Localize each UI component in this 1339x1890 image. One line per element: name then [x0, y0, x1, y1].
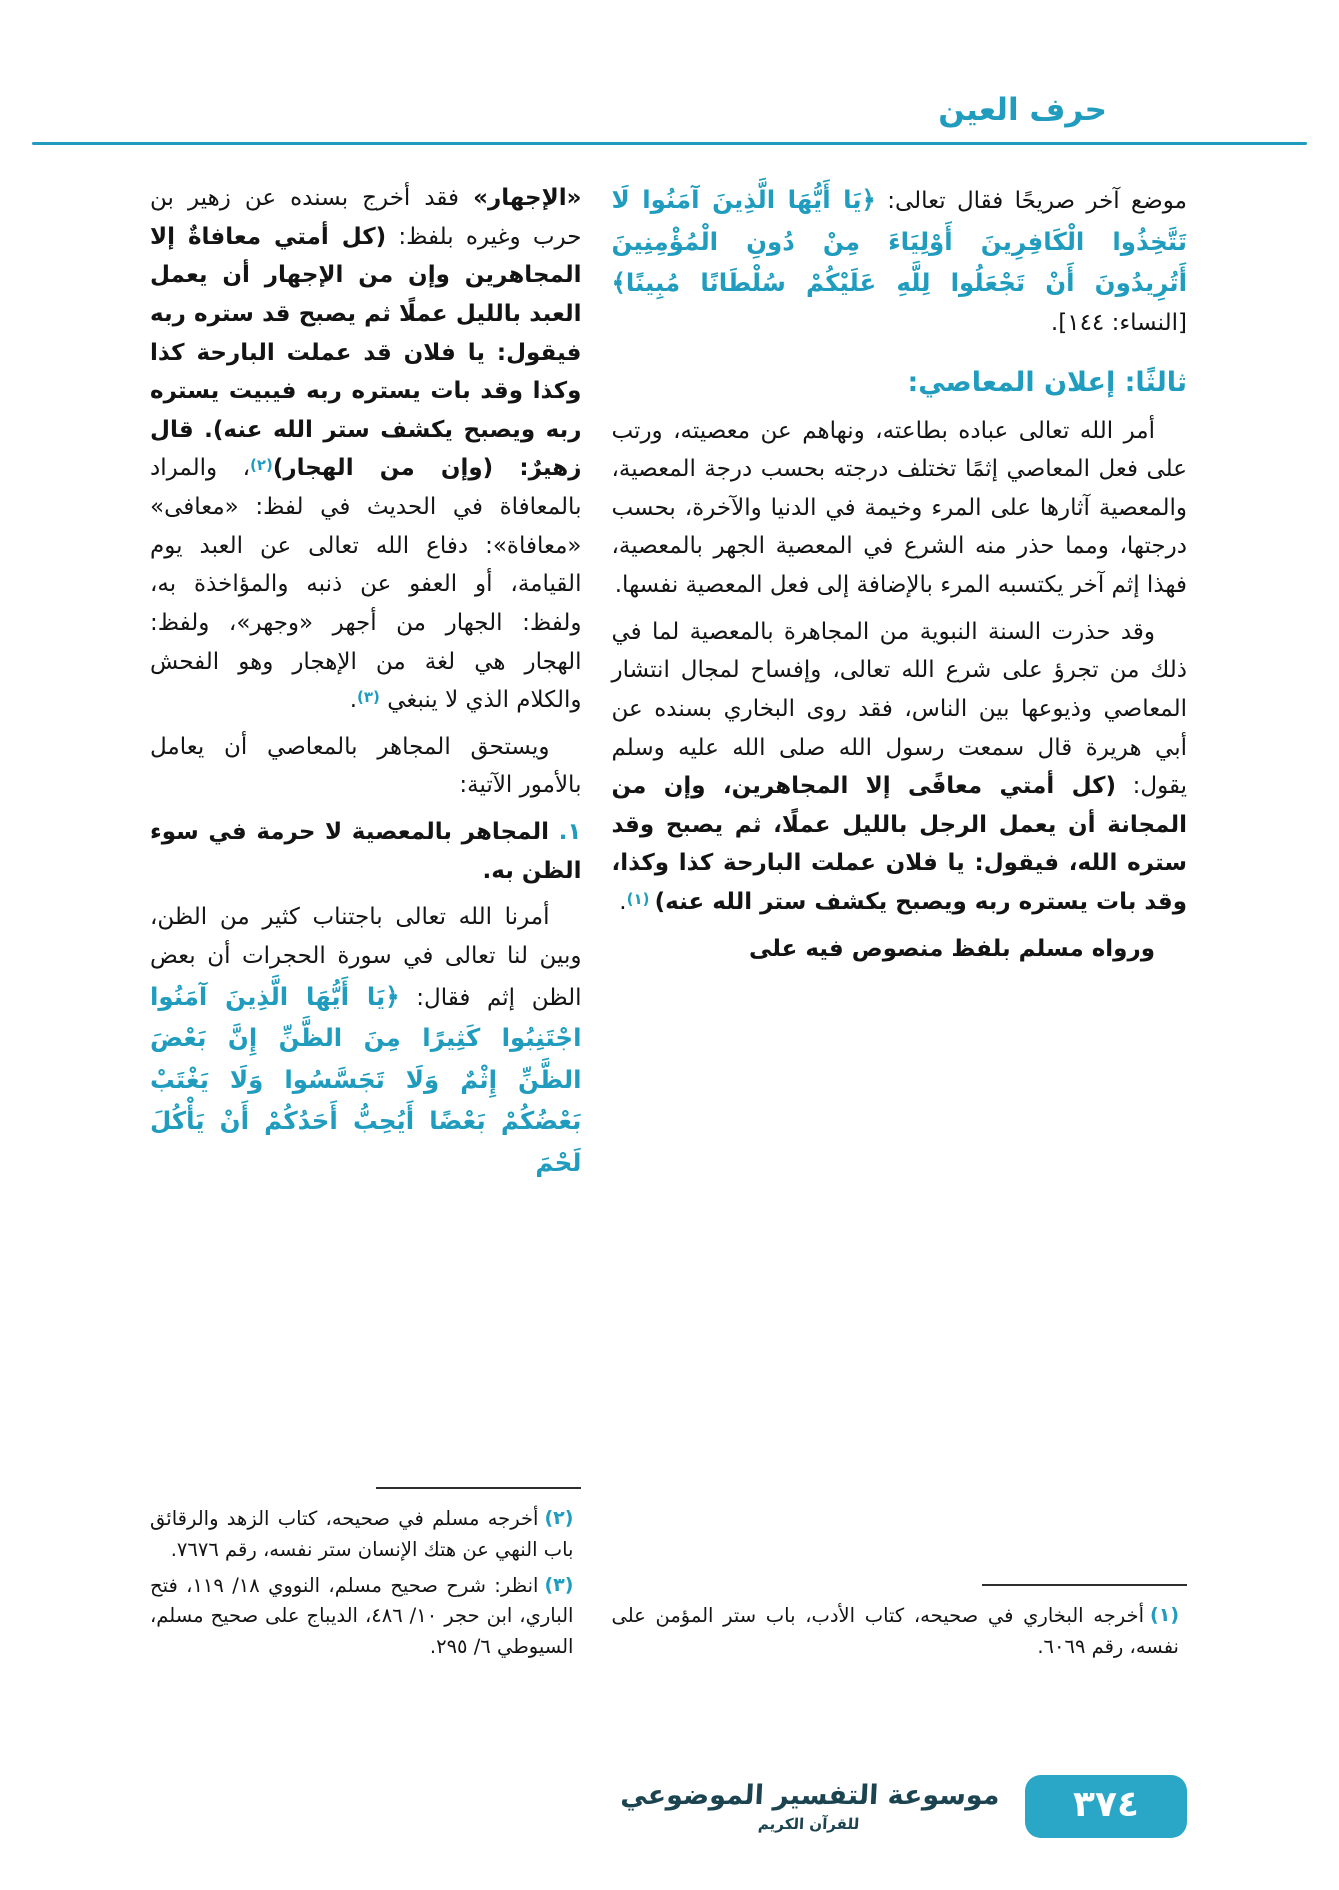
two-column-body [150, 179, 1187, 1667]
suspicion-intro: أمرنا الله تعالى باجتناب كثير من الظن، وبين لنا تعالى في سورة الحجرات أن بعض الظن إثم فقال: [150, 904, 582, 1011]
right-footnotes [611, 1584, 1187, 1667]
left-footnotes [150, 1487, 581, 1667]
footnote-3-text: انظر: شرح صحيح مسلم، النووي ١٨/ ١١٩، فتح الباري، ابن حجر ١٠/ ٤٨٦، الديباج على صحيح مسلم، السيوطي ٦/ ٢٩٥. [150, 1573, 574, 1659]
footnote-2 [150, 1503, 581, 1566]
ijhar-intro: فقد أخرج بسنده عن زهير بن حرب وغيره بلفظ: [150, 185, 582, 250]
ijhar-end: . [349, 687, 358, 714]
logo-title: موسوعة التفسير الموضوعي [619, 1780, 1001, 1812]
page-footer [0, 1775, 1339, 1838]
publisher-calligraphy-logo [618, 1779, 1000, 1834]
paragraph-sin-intro: أمر الله تعالى عباده بطاعته، ونهاهم عن معصيته، ورتب على فعل المعاصي إثمًا تختلف درجته بحسب درجة المعصية، والمعصية آثارها على المرء وخيمة في الدنيا والآخرة، بحسب درجتها، ومما حذر منه الشرع في المعصية الجهر بالمعصية، فهذا إثم آخر يكتسبه المرء بالإضافة إلى فعل المعصية نفسها. [611, 417, 1187, 598]
footnote-ref-2: (٢) [250, 456, 273, 475]
footnote-2-text: أخرجه مسلم في صحيحه، كتاب الزهد والرقائق باب النهي عن هتك الإنسان ستر نفسه، رقم ٧٦٧٦. [150, 1507, 574, 1561]
footnote-1-number: (١) [1150, 1604, 1179, 1627]
paragraph-lead-verse [611, 179, 1187, 343]
lead-text: موضع آخر صريحًا فقال تعالى: [875, 188, 1187, 214]
hadith-intro: وقد حذرت السنة النبوية من المجاهرة بالمعصية لما في ذلك من تجرؤ على شرع الله تعالى، وإفساح لمجال انتشار المعاصي وذيوعها بين الناس، فقد روى البخاري بسنده عن أبي هريرة قال سمعت رسول الله صلى الله عليه وسلم يقول: [611, 618, 1187, 800]
hadith-end: . [619, 889, 627, 915]
quran-verse-hujurat: ﴿يَا أَيُّهَا الَّذِينَ آمَنُوا اجْتَنِبُوا كَثِيرًا مِنَ الظَّنِّ إِنَّ بَعْضَ الظَّنِّ إِثْمٌ وَلَا تَجَسَّسُوا وَلَا يَغْتَبْ بَعْضُكُمْ بَعْضًا أَيُحِبُّ أَحَدُكُمْ أَنْ يَأْكُلَ لَحْمَ [150, 981, 582, 1177]
section-header-title: حرف العين [938, 92, 1107, 128]
page-header [0, 0, 1339, 145]
right-column [611, 179, 1187, 1667]
ijhar-hadith: (كل أمتي معافاةٌ إلا المجاهرين وإن من الإجهار أن يعمل العبد بالليل عملًا ثم يصبح قد ستره ربه فيقول: يا فلان قد عملت البارحة كذا وكذا وقد بات يستره ربه فيبيت يستره ربه ويصبح يكشف ستر الله عنه). قال زهيرٌ: (وإن من الهجار) [150, 223, 582, 482]
section-heading-third: ثالثًا: إعلان المعاصي: [907, 366, 1187, 398]
numbered-item-1 [150, 813, 581, 890]
footnote-divider [376, 1487, 581, 1489]
footnote-divider [982, 1584, 1187, 1586]
footnote-3-number: (٣) [544, 1573, 574, 1596]
ijhar-term: «الإجهار» [473, 185, 582, 211]
paragraph-deserves: ويستحق المجاهر بالمعاصي أن يعامل بالأمور الآتية: [150, 733, 582, 799]
page-number-badge: ٣٧٤ [1025, 1775, 1187, 1838]
logo-subtitle: للقرآن الكريم [757, 1815, 860, 1833]
item-text: المجاهر بالمعصية لا حرمة في سوء الظن به. [150, 819, 582, 884]
footnote-3 [150, 1570, 581, 1663]
ijhar-explanation: ، والمراد بالمعافاة في الحديث في لفظ: «معافى» «معافاة»: دفاع الله تعالى عن العبد يوم القيامة، أو العفو عن ذنبه والمؤاخذة به، ولفظ: الجهار من أجهر «وجهر»، ولفظ: الهجار هي لغة من الإهجار وهو الفحش والكلام الذي لا ينبغي [150, 455, 582, 714]
paragraph-hadith-bukhari [611, 613, 1187, 922]
verse-reference: [النساء: ١٤٤]. [1050, 309, 1187, 336]
item-number: ١. [558, 819, 582, 845]
paragraph-muslim-narration: ورواه مسلم بلفظ منصوص فيه على [748, 935, 1155, 962]
paragraph-suspicion [150, 898, 581, 1183]
footnote-2-number: (٢) [544, 1507, 574, 1530]
header-divider [32, 142, 1307, 145]
paragraph-ijhar [150, 179, 581, 720]
footnote-ref-3: (٣) [357, 688, 380, 707]
footnote-ref-1: (١) [626, 890, 655, 908]
footnote-1-text: أخرجه البخاري في صحيحه، كتاب الأدب، باب ستر المؤمن على نفسه، رقم ٦٠٦٩. [611, 1604, 1179, 1659]
hadith-text: (كل أمتي معافًى إلا المجاهرين، وإن من المجانة أن يعمل الرجل بالليل عملًا، ثم يصبح وقد ستره الله، فيقول: يا فلان عملت البارحة كذا وكذا، وقد بات يستره ربه ويصبح يكشف ستر الله عنه) [611, 773, 1187, 915]
footnote-1 [611, 1600, 1187, 1663]
quran-verse-nisa: ﴿يَا أَيُّهَا الَّذِينَ آمَنُوا لَا تَتَّخِذُوا الْكَافِرِينَ أَوْلِيَاءَ مِنْ دُونِ الْمُؤْمِنِينَ أَتُرِيدُونَ أَنْ تَجْعَلُوا لِلَّهِ عَلَيْكُمْ سُلْطَانًا مُبِينًا﴾ [611, 185, 1187, 298]
left-column [150, 179, 581, 1667]
